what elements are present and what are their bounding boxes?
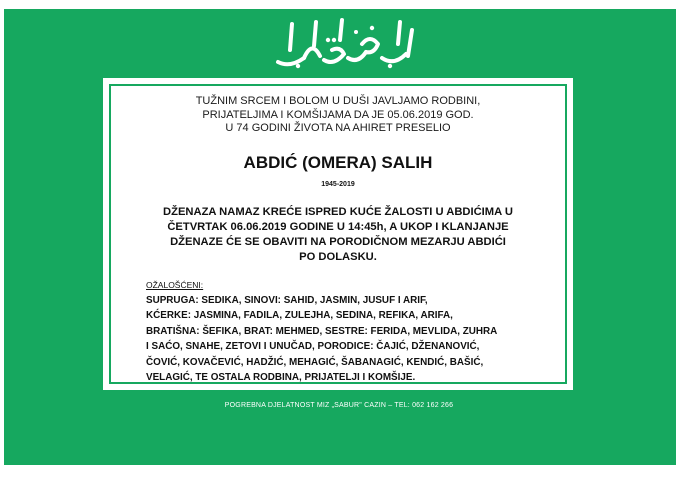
mourners-line: KĆERKE: JASMINA, FADILA, ZULEJHA, SEDINA, REFIKA, ARIFA, bbox=[146, 310, 453, 322]
funeral-line: PO DOLASKU. bbox=[299, 251, 377, 263]
funeral-line: DŽENAZA NAMAZ KREĆE ISPRED KUĆE ŽALOSTI U ABDIĆIMA U bbox=[163, 206, 513, 218]
funeral-line: DŽENAZE ĆE SE OBAVITI NA PORODIČNOM MEZARJU ABDIĆI bbox=[170, 236, 506, 248]
life-years: 1945-2019 bbox=[321, 181, 355, 188]
funeral-details bbox=[103, 205, 573, 265]
mourners-list bbox=[146, 293, 497, 385]
intro-line: PRIJATELJIMA I KOMŠIJAMA DA JE 05.06.2019 GOD. bbox=[202, 108, 474, 121]
mourners-line: ČOVIĆ, KOVAČEVIĆ, HADŽIĆ, MEHAGIĆ, ŠABANAGIĆ, KENDIĆ, BAŠIĆ, bbox=[146, 356, 484, 368]
intro-line: TUŽNIM SRCEM I BOLOM U DUŠI JAVLJAMO RODBINI, bbox=[195, 95, 481, 107]
mourners-line: SUPRUGA: SEDIKA, SINOVI: SAHID, JASMIN, JUSUF I ARIF, bbox=[146, 295, 428, 306]
funeral-line: ČETVRTAK 06.06.2019 GODINE U 14:45h, A UKOP I KLANJANJE bbox=[167, 221, 509, 233]
intro-text bbox=[103, 95, 573, 136]
mourners-line: VELAGIĆ, TE OSTALA RODBINA, PRIJATELJI I KOMŠIJE. bbox=[146, 372, 416, 384]
mourners-line: BRATIŠNA: ŠEFIKA, BRAT: MEHMED, SESTRE: FERIDA, MEVLIDA, ZUHRA bbox=[146, 325, 498, 337]
intro-line: U 74 GODINI ŽIVOTA NA AHIRET PRESELIO bbox=[225, 122, 451, 134]
arabic-calligraphy-icon bbox=[270, 10, 420, 72]
mourners-heading: OŽALOŠĆENI: bbox=[146, 280, 204, 290]
obituary-card bbox=[103, 78, 573, 390]
deceased-name: ABDIĆ (OMERA) SALIH bbox=[243, 153, 433, 172]
mourners-line: I SAĆO, SNAHE, ZETOVI I UNUČAD, PORODICE: ČAJIĆ, DŽENANOVIĆ, bbox=[146, 341, 480, 353]
funeral-service-footer: POGREBNA DJELATNOST MIZ „SABUR" CAZIN – TEL: 062 162 266 bbox=[224, 402, 454, 409]
